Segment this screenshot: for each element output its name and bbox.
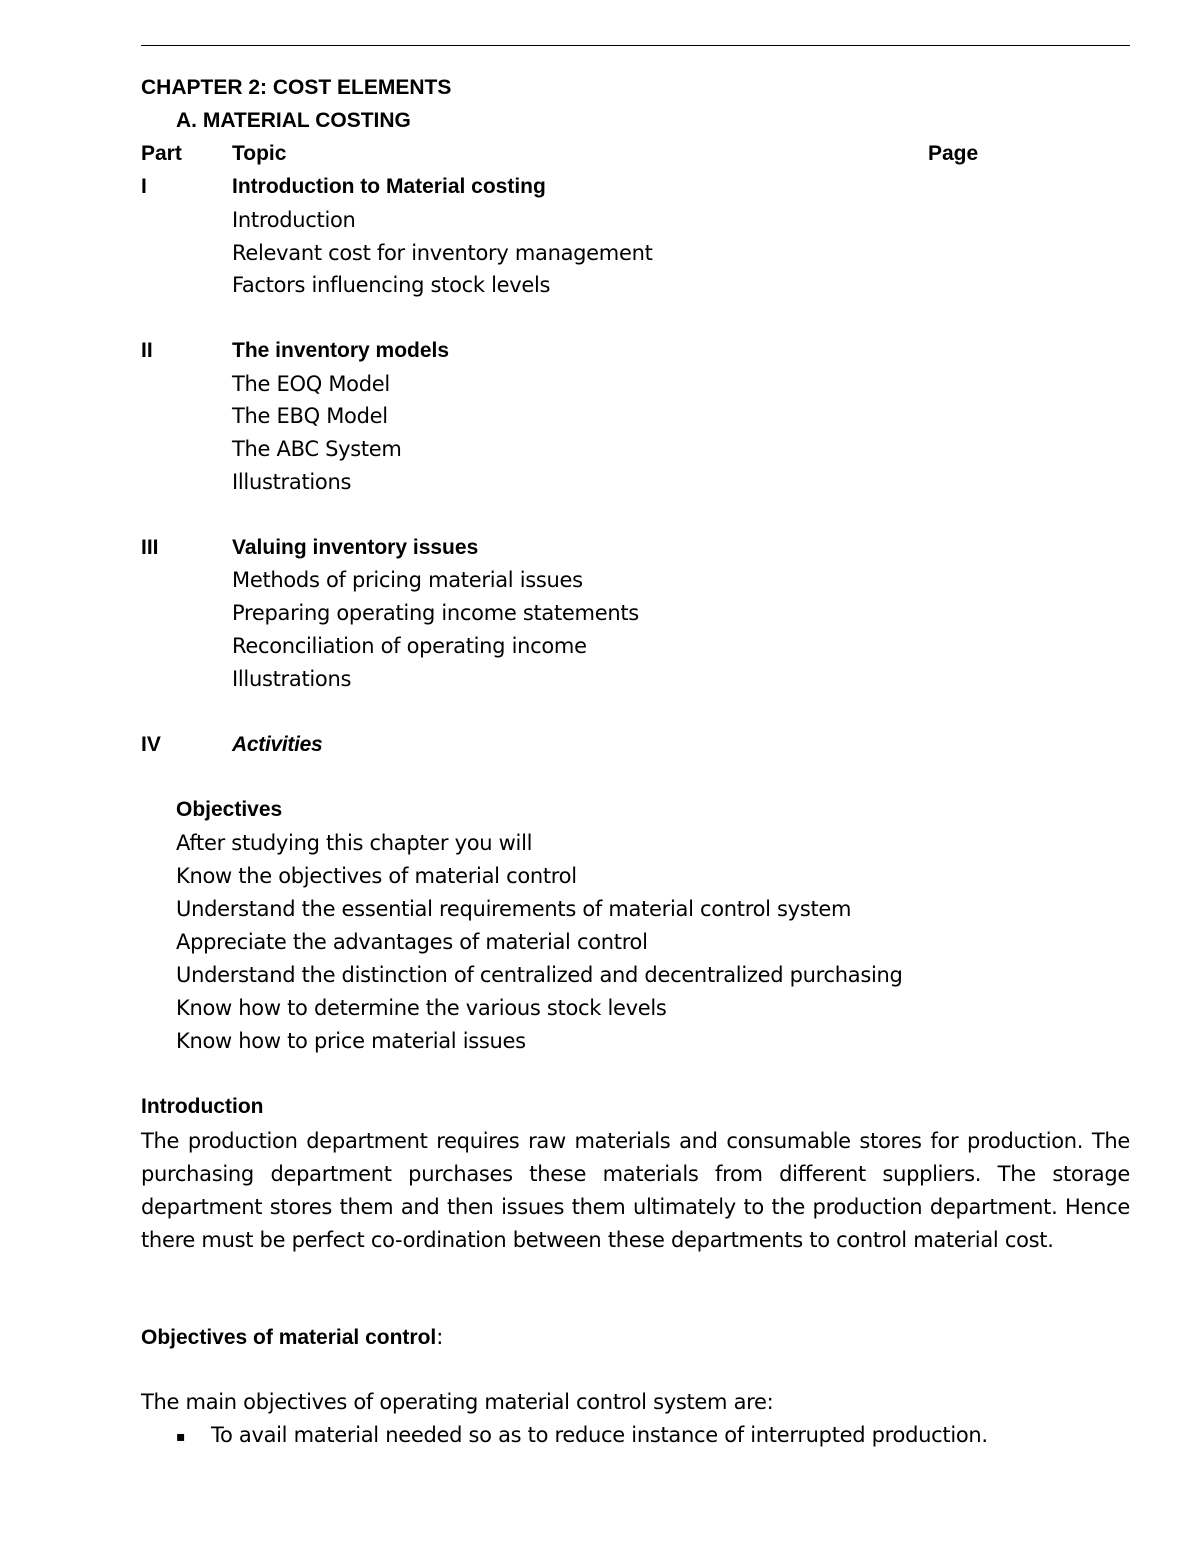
material-control-heading-colon: : xyxy=(436,1325,444,1349)
toc-item: The EOQ Model xyxy=(232,372,390,396)
objectives-heading: Objectives xyxy=(176,798,283,821)
toc-item: The EBQ Model xyxy=(232,404,388,428)
introduction-heading: Introduction xyxy=(141,1095,264,1118)
chapter-title: CHAPTER 2: COST ELEMENTS xyxy=(141,76,452,99)
toc-item: Introduction xyxy=(232,208,356,232)
toc-col-part: Part xyxy=(141,142,182,165)
toc-part-title: Valuing inventory issues xyxy=(232,536,479,559)
toc-item: The ABC System xyxy=(232,437,402,461)
toc-item: Preparing operating income statements xyxy=(232,601,639,625)
objectives-intro: After studying this chapter you will xyxy=(176,831,533,855)
toc-item: Relevant cost for inventory management xyxy=(232,241,653,265)
introduction-paragraph: The production department requires raw materials and consumable stores for production. The purchasing department purchases these materials from different suppliers. The storage department stores them and then issues them ultimately to the production department. Hence there must be perfect co-ordination between these departments to control material cost. xyxy=(141,1129,1130,1252)
toc-part-title: Activities xyxy=(232,733,323,756)
toc-part-num: II xyxy=(141,339,153,362)
header-rule xyxy=(141,45,1130,46)
objective-item: Appreciate the advantages of material control xyxy=(176,930,648,954)
toc-part-title: Introduction to Material costing xyxy=(232,175,546,198)
toc-item: Reconciliation of operating income xyxy=(232,634,587,658)
material-control-heading-line xyxy=(141,1324,443,1351)
objective-item: Know how to determine the various stock levels xyxy=(176,996,667,1020)
material-control-heading: Objectives of material control xyxy=(141,1326,437,1349)
toc-item: Illustrations xyxy=(232,470,352,494)
objective-item: Understand the distinction of centralized and decentralized purchasing xyxy=(176,963,903,987)
toc-col-topic: Topic xyxy=(232,142,287,165)
material-control-bullet: To avail material needed so as to reduce instance of interrupted production. xyxy=(211,1423,988,1447)
objective-item: Know how to price material issues xyxy=(176,1029,526,1053)
objective-item: Know the objectives of material control xyxy=(176,864,577,888)
toc-part-num: IV xyxy=(141,733,161,756)
toc-col-page: Page xyxy=(928,142,979,165)
section-title: A. MATERIAL COSTING xyxy=(176,109,411,132)
toc-item: Factors influencing stock levels xyxy=(232,273,551,297)
bullet-square-icon: ▪ xyxy=(176,1429,186,1445)
toc-item: Methods of pricing material issues xyxy=(232,568,583,592)
material-control-lead: The main objectives of operating material control system are: xyxy=(141,1390,774,1414)
toc-part-num: I xyxy=(141,175,147,198)
toc-item: Illustrations xyxy=(232,667,352,691)
objective-item: Understand the essential requirements of material control system xyxy=(176,897,852,921)
toc-part-title: The inventory models xyxy=(232,339,450,362)
toc-part-num: III xyxy=(141,536,159,559)
